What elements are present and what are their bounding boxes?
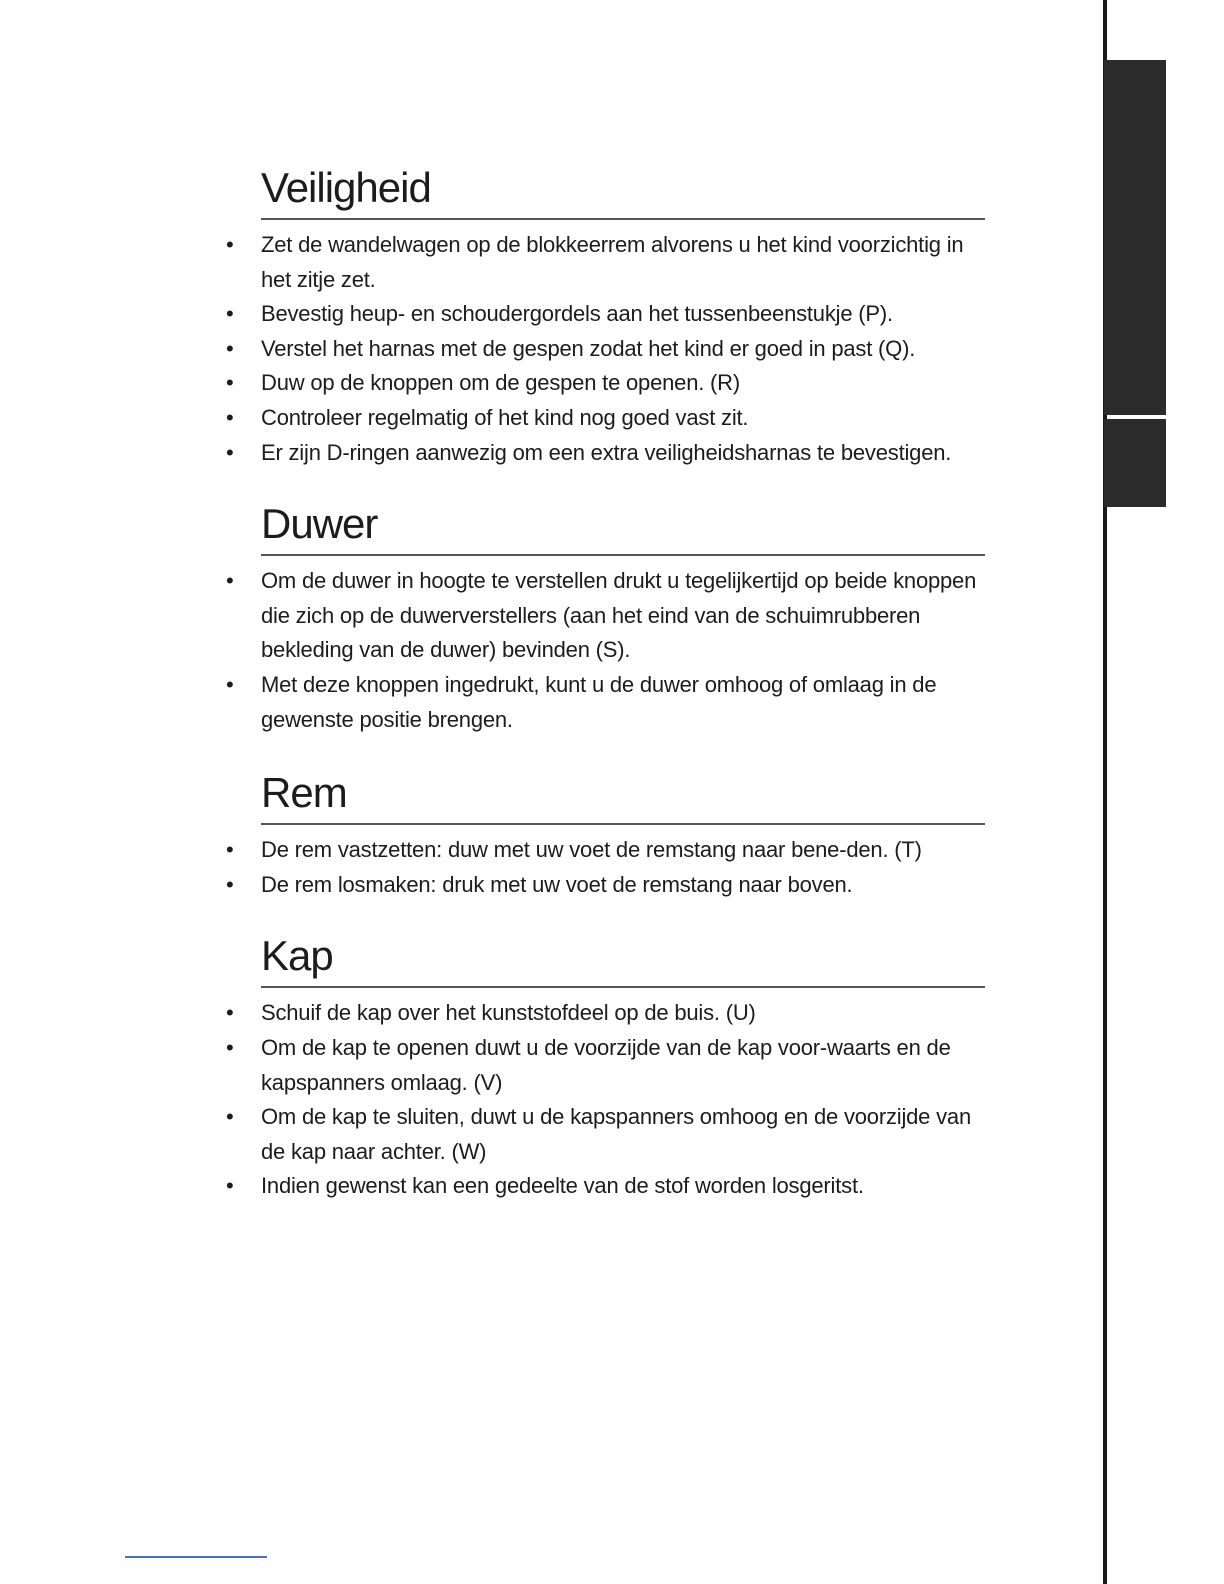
- bullet-icon: •: [226, 837, 234, 863]
- chapter-tab-lower: [1104, 419, 1166, 507]
- section-kap: [224, 928, 994, 1204]
- section-title: Duwer: [261, 500, 378, 548]
- bullet-list: [224, 228, 994, 470]
- list-item: [224, 297, 985, 332]
- bullet-icon: •: [226, 335, 234, 361]
- section-divider: [261, 218, 985, 220]
- list-item-text: Verstel het harnas met de gespen zodat het kind er goed in past (Q).: [261, 335, 916, 361]
- list-item-text: Met deze knoppen ingedrukt, kunt u de duwer omhoog of omlaag in de gewenste positie brengen.: [261, 671, 937, 732]
- section-divider: [261, 986, 985, 988]
- bullet-list: [224, 564, 994, 737]
- list-item-text: Om de kap te sluiten, duwt u de kapspanners omhoog en de voorzijde van de kap naar achter. (W): [261, 1104, 972, 1164]
- list-item: [224, 833, 985, 868]
- list-item-text: Er zijn D-ringen aanwezig om een extra veiligheidsharnas te bevestigen.: [261, 439, 952, 465]
- list-item-text: Controleer regelmatig of het kind nog goed vast zit.: [261, 404, 749, 430]
- bullet-icon: •: [226, 439, 234, 465]
- list-item: [224, 1100, 985, 1169]
- list-item: [224, 366, 985, 401]
- list-item: [224, 996, 985, 1031]
- bullet-icon: •: [226, 1034, 234, 1060]
- section-title: Kap: [261, 932, 333, 980]
- section-divider: [261, 554, 985, 556]
- list-item-text: Om de kap te openen duwt u de voorzijde van de kap voor-waarts en de kapspanners omlaag. (V): [261, 1034, 951, 1095]
- bullet-icon: •: [226, 301, 234, 327]
- footer-rule: [125, 1556, 267, 1558]
- list-item: [224, 868, 985, 903]
- section-veiligheid: [224, 160, 994, 470]
- bullet-icon: •: [226, 1000, 234, 1026]
- list-item-text: Om de duwer in hoogte te verstellen drukt u tegelijkertijd op beide knoppen die zich op de duwerverstellers (aan het eind van de schuimrubberen bekleding van de duwer) bevinden (S).: [261, 568, 977, 663]
- list-item: [224, 1169, 985, 1204]
- list-item: [224, 228, 985, 297]
- list-item: [224, 564, 985, 668]
- list-item-text: Indien gewenst kan een gedeelte van de stof worden losgeritst.: [261, 1173, 864, 1199]
- bullet-icon: •: [226, 1104, 234, 1130]
- list-item-text: De rem losmaken: druk met uw voet de remstang naar boven.: [261, 871, 853, 897]
- list-item-text: Bevestig heup- en schoudergordels aan het tussenbeenstukje (P).: [261, 301, 893, 327]
- list-item-text: Duw op de knoppen om de gespen te openen. (R): [261, 370, 740, 396]
- list-item: [224, 668, 985, 737]
- bullet-icon: •: [226, 370, 234, 396]
- bullet-icon: •: [226, 1173, 234, 1199]
- list-item-text: Schuif de kap over het kunststofdeel op de buis. (U): [261, 1000, 756, 1026]
- page-content: [224, 160, 994, 1204]
- section-duwer: [224, 496, 994, 737]
- list-item: [224, 1031, 985, 1100]
- list-item: [224, 332, 985, 367]
- list-item: [224, 436, 985, 471]
- list-item-text: Zet de wandelwagen op de blokkeerrem alvorens u het kind voorzichtig in het zitje zet.: [261, 232, 964, 292]
- bullet-list: [224, 996, 994, 1204]
- section-divider: [261, 823, 985, 825]
- section-title: Rem: [261, 769, 347, 817]
- bullet-list: [224, 833, 994, 902]
- bullet-icon: •: [226, 404, 234, 430]
- bullet-icon: •: [226, 232, 234, 257]
- section-title: Veiligheid: [261, 164, 431, 211]
- list-item: [224, 401, 985, 436]
- bullet-icon: •: [226, 568, 234, 594]
- section-rem: [224, 765, 994, 902]
- list-item-text: De rem vastzetten: duw met uw voet de remstang naar bene-den. (T): [261, 837, 922, 863]
- chapter-tab-upper: [1104, 60, 1166, 415]
- bullet-icon: •: [226, 871, 234, 897]
- bullet-icon: •: [226, 671, 234, 697]
